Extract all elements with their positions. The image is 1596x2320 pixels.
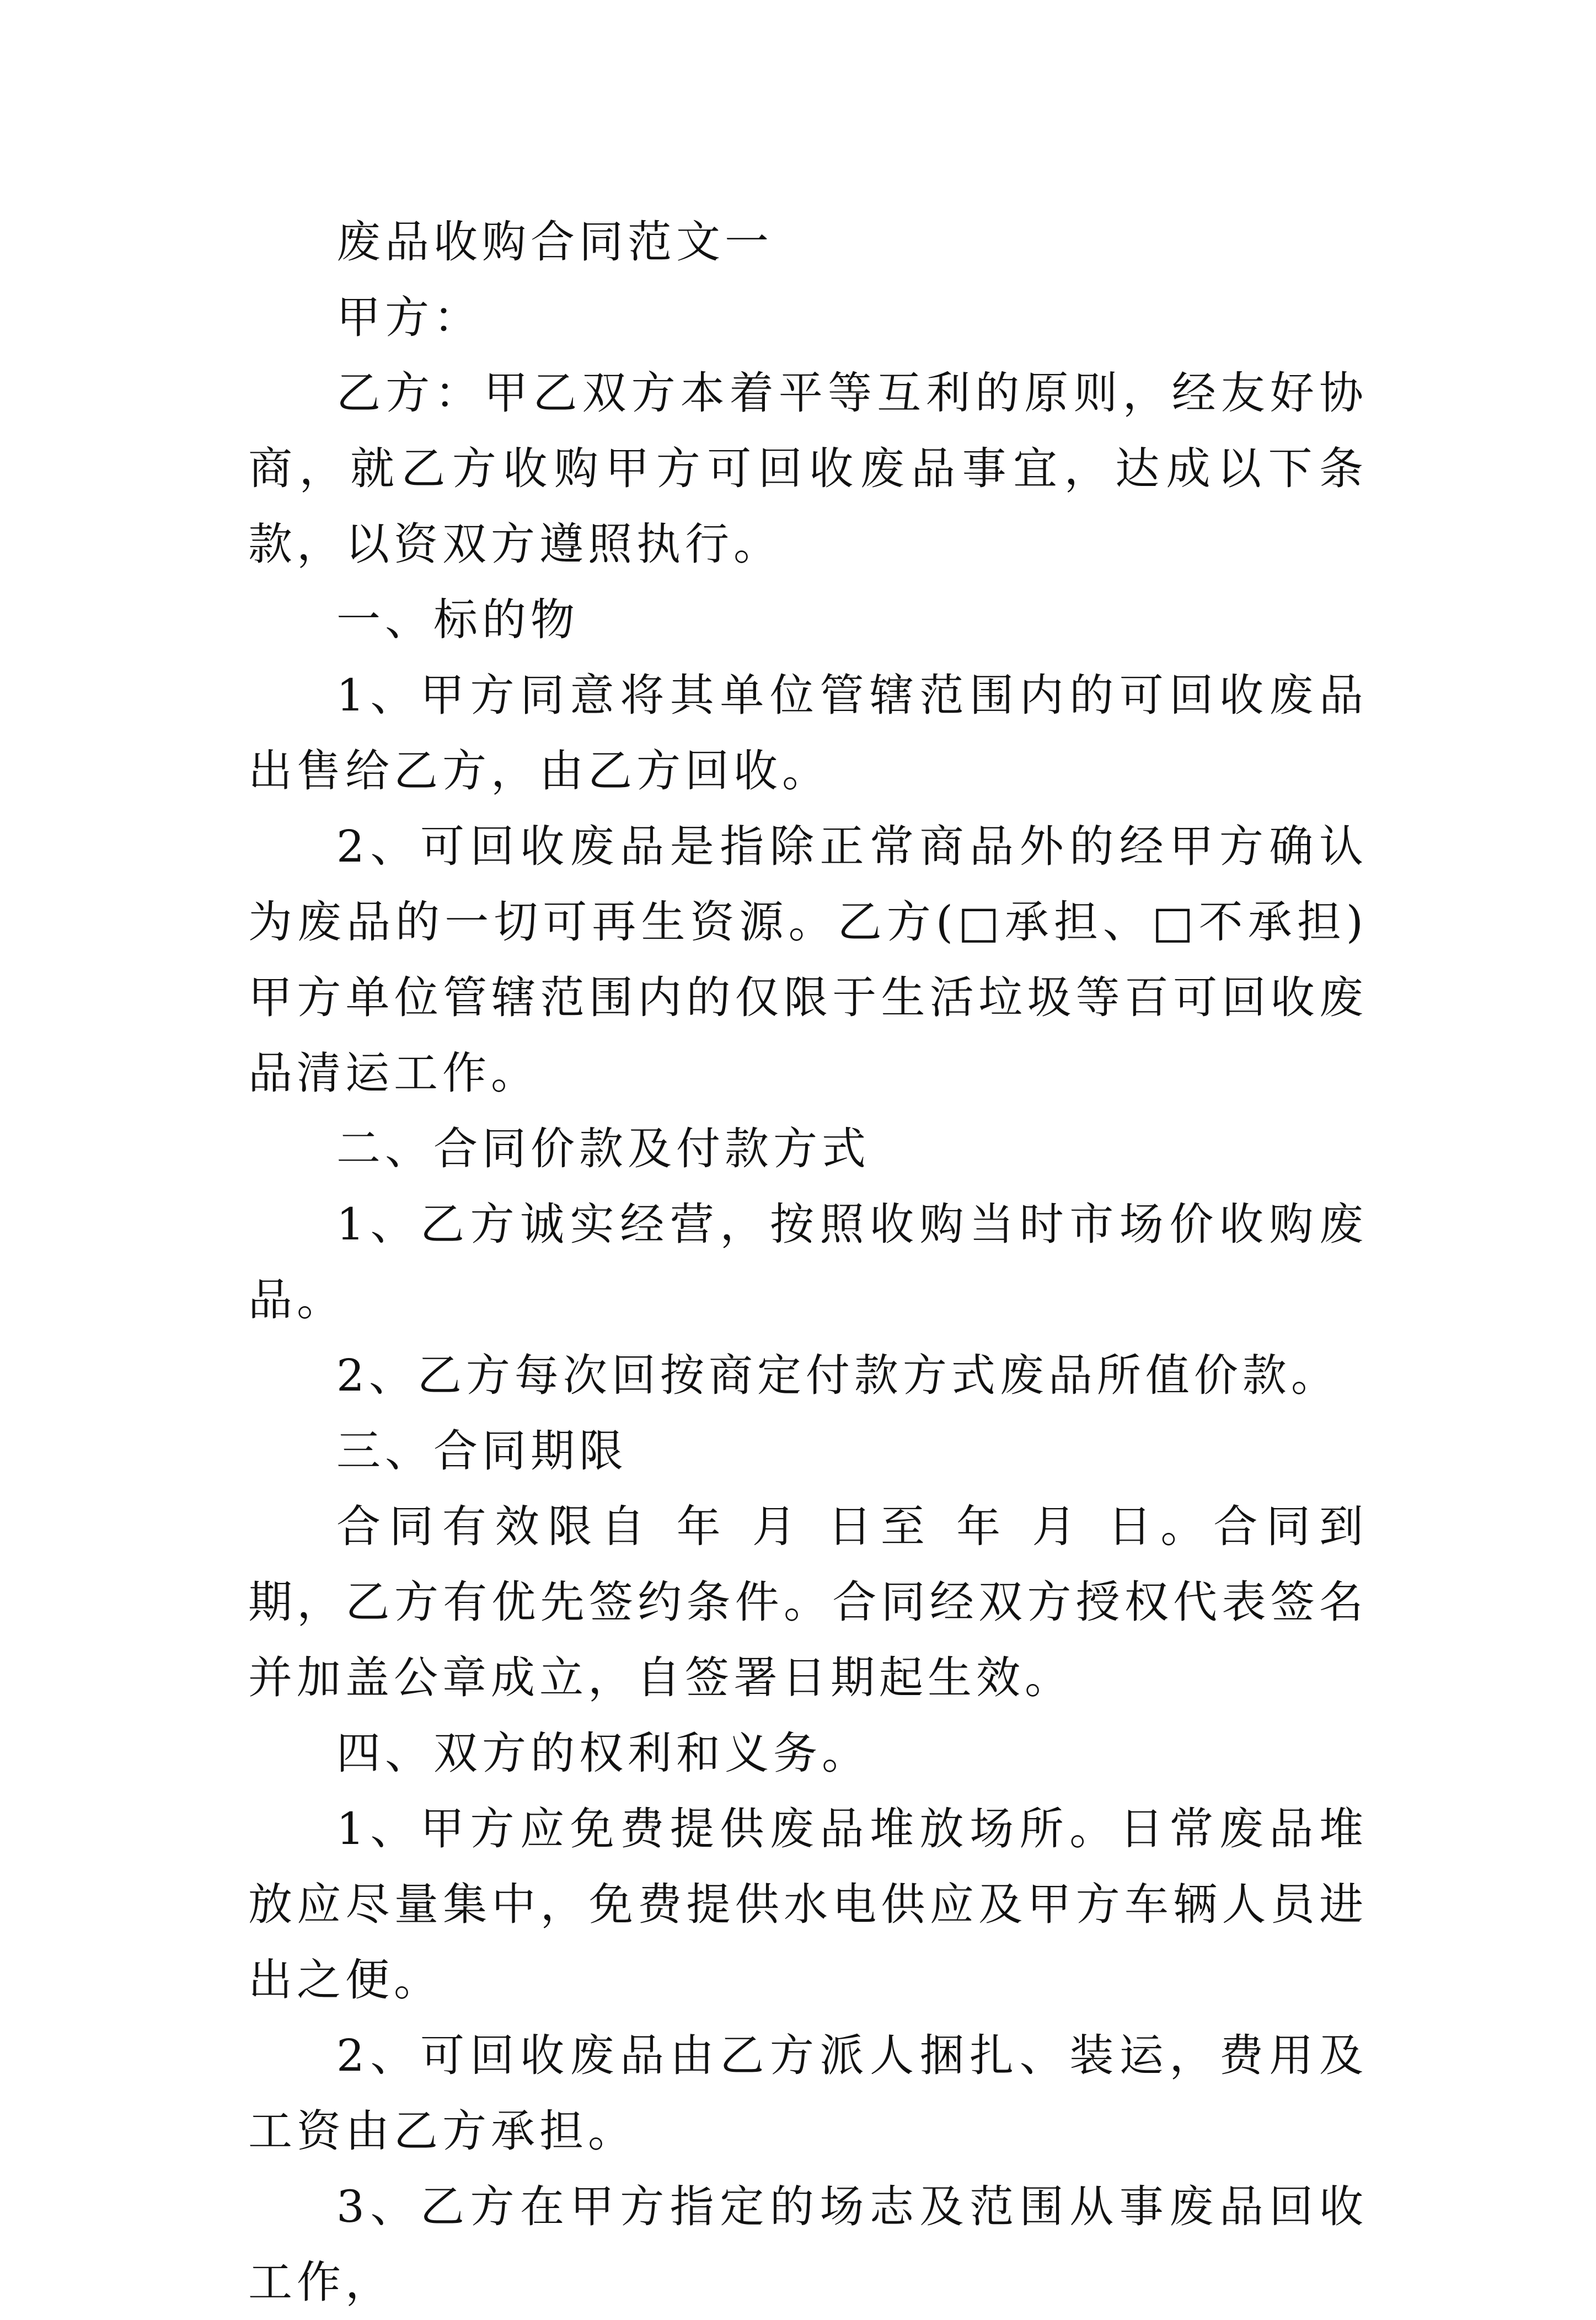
clause-1-2: 2、可回收废品是指除正常商品外的经甲方确认为废品的一切可再生资源。乙方(□承担、□不承担)甲方单位管辖范围内的仅限于生活垃圾等百可回收废品清运工作。: [248, 821, 1368, 1099]
section-heading-term: 三、合同期限: [336, 1425, 628, 1477]
clause-1-1: 1、甲方同意将其单位管辖范围内的可回收废品出售给乙方，由乙方回收。: [248, 670, 1368, 797]
clause-4-2: 2、可回收废品由乙方派人捆扎、装运，费用及工资由乙方承担。: [248, 2030, 1368, 2157]
section-heading-subject: 一、标的物: [336, 594, 579, 645]
clause-2-1: 1、乙方诚实经营，按照收购当时市场价收购废品。: [248, 1199, 1368, 1325]
clause-2-2: 2、乙方每次回按商定付款方式废品所值价款。: [336, 1350, 1340, 1401]
clause-4-1: 1、甲方应免费提供废品堆放场所。日常废品堆放应尽量集中，免费提供水电供应及甲方车辆人员进出之便。: [248, 1803, 1368, 2006]
document-title: 废品收购合同范文一: [336, 216, 773, 268]
clause-3-term: 合同有效限自 年 月 日至 年 月 日。合同到期，乙方有优先签约条件。合同经双方授权代表签名并加盖公章成立，自签署日期起生效。: [248, 1501, 1368, 1703]
clause-4-3: 3、乙方在甲方指定的场志及范围从事废品回收工作，: [248, 2181, 1368, 2308]
party-b-intro-paragraph: 乙方：甲乙双方本着平等互利的原则，经友好协商，就乙方收购甲方可回收废品事宜，达成以下条款，以资双方遵照执行。: [248, 367, 1368, 570]
section-heading-price-payment: 二、合同价款及付款方式: [336, 1123, 870, 1174]
document-body: [248, 204, 1368, 2320]
party-a-line: 甲方：: [336, 292, 482, 343]
section-heading-rights-obligations: 四、双方的权利和义务。: [336, 1728, 870, 1779]
